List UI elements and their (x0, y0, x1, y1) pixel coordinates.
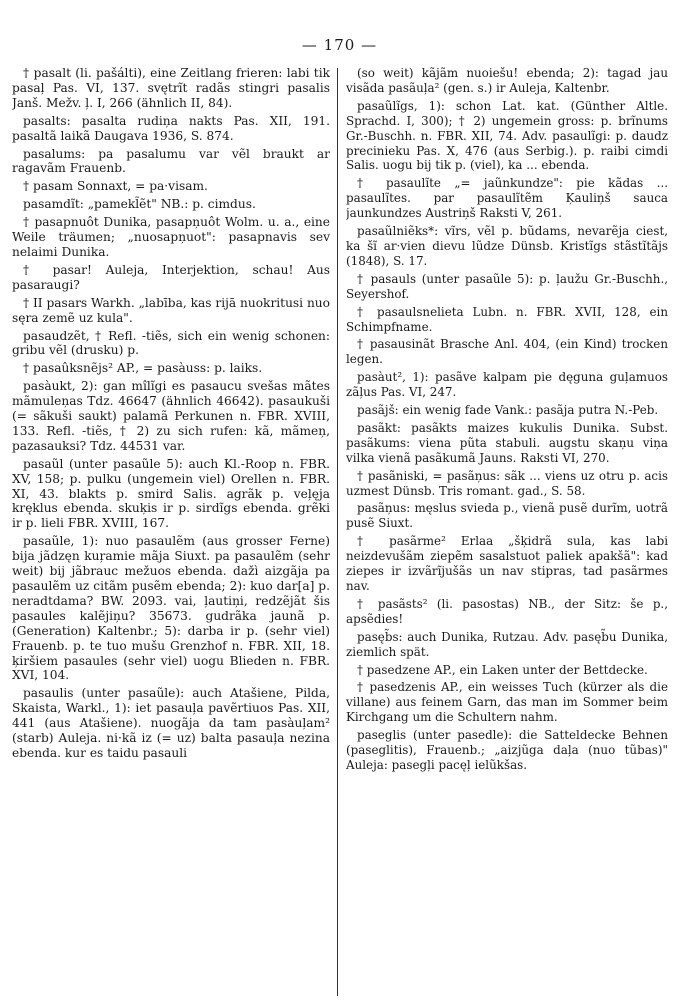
dictionary-entry: † II pasars Warkh. „labība, kas rijā nuokritusi nuo sęra zemẽ uz kula". (12, 295, 330, 325)
dictionary-entry: † pasauls (unter pasaũle 5): p. ļaužu Gr.-Buschh., Seyershof. (346, 271, 668, 301)
dictionary-entry: pasalts: pasalta rudiņa nakts Pas. XII, 191. pasaltã laikã Daugava 1936, S. 874. (12, 113, 330, 143)
dictionary-entry: pasaudzẽt, † Refl. -tiẽs, sich ein wenig schonen: gribu vẽl (drusku) p. (12, 328, 330, 358)
dictionary-entry: (so weit) kãjãm nuoiešu! ebenda; 2): tagad jau visãda pasãuļa² (gen. s.) ir Auleja, Kaltenbr. (346, 66, 668, 95)
dictionary-entry: † pasedzenis AP., ein weisses Tuch (kürzer als die villane) aus feinem Garn, das man im Sommer beim Kirchgang um die Schultern nahm. (346, 680, 668, 725)
dictionary-entry: † pasedzene AP., ein Laken unter der Bettdecke. (357, 662, 648, 677)
dictionary-entry: pasalums: pa pasalumu var vẽl braukt ar ragavãm Frauenb. (12, 146, 330, 176)
dictionary-entry: pasaũl (unter pasaũle 5): auch Kl.-Roop n. FBR. XV, 158; p. pulku (ungemein viel) Orellen n. FBR. XI, 43. blakts p. smird Salis. agrãk p. veļęja kręklus ebenda. skuķis ir p. sirdĩgs ebenda. grẽki ir p. lieli FBR. XVIII, 167. (12, 456, 330, 531)
dictionary-entry: † pasãniski, = pasãņus: sãk ... viens uz otru p. acis uzmest Dünsb. Tris romant. gad., S. 58. (346, 468, 668, 498)
dictionary-entry: pasàukt, 2): gan mîlĩgi es pasaucu svešas mãtes mãmuleņas Tdz. 46647 (ähnlich 46642). pasaukuši (= sãkuši saukt) palamã Perkunen n. FBR. XVIII, 133. Refl. -tiẽs, † 2) zu sich rufen: kã, mãmeņ, pazasauksi? Tdz. 44531 var. (12, 379, 330, 453)
dictionary-entry: pasamdĩt: „pamekl̃ẽt" NB.: p. cimdus. (23, 197, 256, 212)
column-divider (337, 68, 338, 996)
dictionary-entry: pasęb̃s: auch Dunika, Rutzau. Adv. pasęb̃u Dunika, ziemlich spät. (346, 629, 668, 659)
left-column (12, 66, 330, 996)
dictionary-entry: † pasaûksnẽjs² AP., = pasàuss: p. laiks. (23, 361, 263, 376)
right-column (346, 66, 668, 996)
dictionary-entry: pasãņus: męslus svieda p., vienã pusẽ durĩm, uotrã pusẽ Siuxt. (346, 501, 668, 531)
dictionary-entry: † pasar! Auleja, Interjektion, schau! Aus pasaraugi? (12, 262, 330, 292)
dictionary-entry: † pasaulsnelieta Lubn. n. FBR. XVII, 128, ein Schimpfname. (346, 304, 668, 334)
dictionary-entry: paseglis (unter pasedle): die Satteldecke Behnen (paseglitis), Frauenb.; „aizjũga daļa (nuo tũbas)" Auleja: pasegļi pacęļ ielũkšas. (346, 728, 668, 772)
dictionary-entry: pasaulis (unter pasaũle): auch Atašiene, Pilda, Skaista, Warkl., 1): iet pasauļa pavẽrtiuos Pas. XII, 441 (aus Atašiene). nuogãja da tam pasàuļam² (starb) Auleja. ni·kã iz (= uz) balta pasauļa nezina ebenda. kur es taidu pasauli (12, 686, 330, 760)
dictionary-entry: † pasalt (li. pašálti), eine Zeitlang frieren: labi tik pasaļ Pas. VI, 137. svętrĩt radãs stingri pasalis Janš. Mežv. ļ. I, 266 (ähnlich II, 84). (12, 66, 330, 110)
dictionary-entry: pasaũlĩgs, 1): schon Lat. kat. (Günther Altle. Sprachd. I, 300); † 2) ungemein gross: p. brĩnums Gr.-Buschh. n. FBR. XII, 74. Adv. pasaulĩgi: p. daudz precinieku Pas. X, 476 (aus Serbig.). p. raibi cimdi Salis. uogu bij tik p. (viel), ka ... ebenda. (346, 98, 668, 173)
dictionary-entry: pasàut², 1): pasãve kalpam pie dęguna guļamuos zãļus Pas. VI, 247. (346, 370, 668, 400)
dictionary-entry: † pasãrme² Erlaa „šķidrã sula, kas labi neizdevušãm ziepẽm sasalstuot paliek apakšã": kad ziepes ir izvãrĩjušãs un nav stipras, tad pasãrmes nav. (346, 534, 668, 593)
dictionary-entry: pasãkt: pasãkts maizes kukulis Dunika. Subst. pasãkums: viena pũta stabuli. augstu skaņu viņa vilka vienã pasãkumã Jauns. Raksti VI, 270. (346, 420, 668, 465)
dictionary-entry: † pasausinãt Brasche Anl. 404, (ein Kind) trocken legen. (346, 337, 668, 367)
dictionary-entry: pasaũlniẽks*: vĩrs, vẽl p. bũdams, nevarẽja ciest, ka šĩ ar·vien dievu lũdze Dünsb. Kristĩgs stãstĩtãjs (1848), S. 17. (346, 224, 668, 268)
dictionary-entry: pasãjš: ein wenig fade Vank.: pasãja putra N.-Peb. (357, 403, 659, 418)
dictionary-entry: pasaũle, 1): nuo pasaulẽm (aus grosser Ferne) bija jãdzęn kuŗamie mãja Siuxt. pa pasaulẽm (sehr weit) bij jãbrauc mežuos ebenda. dažì aizgãja pa pasaulẽm uz citãm pusẽm ebenda; 2): kuo dar[a] p. neradtdama? BW. 2093. vai, ļautiņi, redzẽjãt šis pasaules kalẽjiņu? 35673. gudrãka jaunã p. (Generation) Kaltenbr.; 5): darba ir p. (sehr viel) Frauenb. p. te tuo mušu Grenzhof n. FBR. XII, 18. ķiršiem pasaules (sehr viel) uogu Blieden n. FBR. XVI, 104. (12, 534, 330, 683)
page-number: — 170 — (301, 36, 378, 54)
dictionary-entry: † pasaulĩte „= jaũnkundze": pie kãdas ... pasaulĩtes. par pasaulĩtẽm Ķauliņš sauca jaunkundzes Austriņš Raksti V, 261. (346, 176, 668, 221)
dictionary-entry: † pasãsts² (li. pasostas) NB., der Sitz: še p., apsẽdies! (346, 596, 668, 626)
dictionary-entry: † pasam Sonnaxt, = pa·visam. (23, 179, 208, 194)
dictionary-entry: † pasapnuôt Dunika, pasapņuôt Wolm. u. a., eine Weile träumen; „nuosapņuot": pasapnavis sev nelaimi Dunika. (12, 215, 330, 259)
